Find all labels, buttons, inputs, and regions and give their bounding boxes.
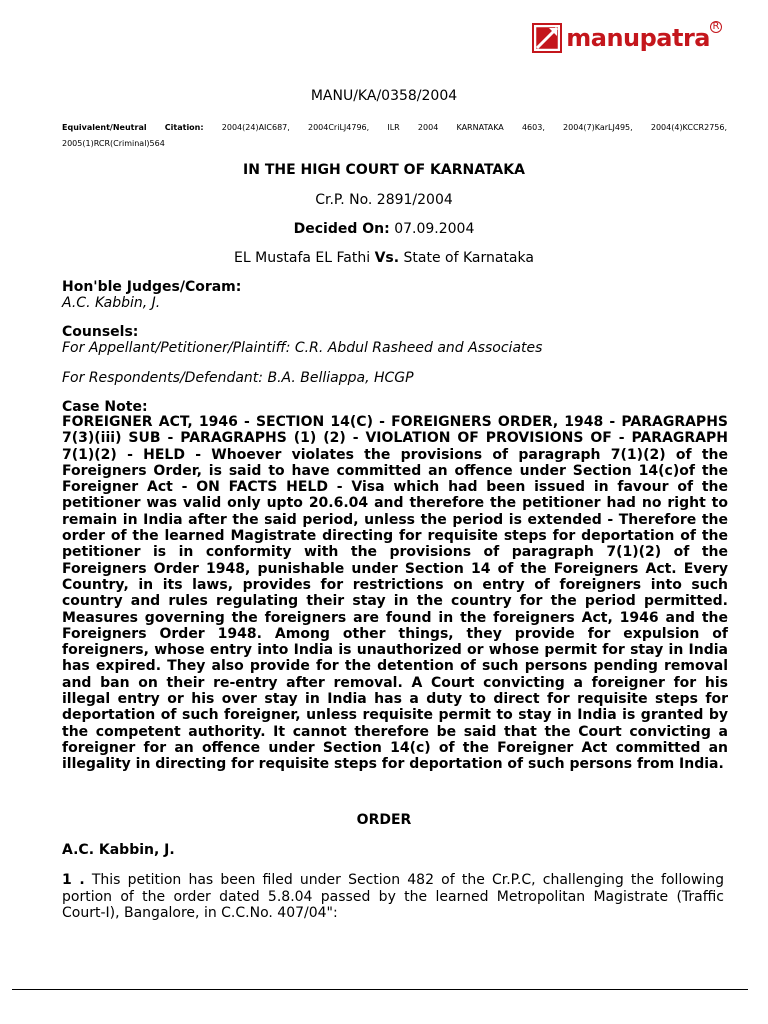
citation-label-2: Citation: <box>164 123 204 132</box>
registered-mark: R <box>710 21 722 33</box>
paragraph-text: This petition has been filed under Section 482 of the Cr.P.C, challenging the following portion of the order dated 5.8.04 passed by the learned Metropolitan Magistrate (Traffic Court-I), Bangalore, in C.C.No. 407/04": <box>62 872 724 921</box>
order-judge: A.C. Kabbin, J. <box>62 842 175 858</box>
case-note-heading: Case Note: <box>62 399 148 415</box>
manupatra-logo-icon <box>532 23 562 53</box>
order-paragraph-1 <box>62 872 724 922</box>
footer-divider <box>12 989 748 990</box>
logo-wordmark: manupatra <box>566 24 710 52</box>
versus-label: Vs. <box>374 250 400 266</box>
judges-heading: Hon'ble Judges/Coram: <box>62 279 242 295</box>
manu-citation-id: MANU/KA/0358/2004 <box>310 88 458 104</box>
court-name: IN THE HIGH COURT OF KARNATAKA <box>243 162 525 178</box>
paragraph-number: 1 . <box>62 872 85 888</box>
party-respondent: State of Karnataka <box>403 250 534 266</box>
counsel-respondent: For Respondents/Defendant: B.A. Belliappa, HCGP <box>62 370 414 386</box>
party-petitioner: EL Mustafa EL Fathi <box>234 250 371 266</box>
citation-text: 2004(24)AIC687, 2004CriLJ4796, ILR 2004 KARNATAKA 4603, 2004(7)KarLJ495, 2004(4)KCCR2756, 2005(1)RCR(Criminal)564 <box>62 123 728 148</box>
counsels-heading: Counsels: <box>62 324 139 340</box>
citation-label: Equivalent/Neutral <box>62 123 147 132</box>
order-heading: ORDER <box>356 812 412 828</box>
counsel-appellant: For Appellant/Petitioner/Plaintiff: C.R. Abdul Rasheed and Associates <box>62 340 543 356</box>
decided-date: 07.09.2004 <box>394 221 475 237</box>
case-parties <box>0 250 768 266</box>
judges-value: A.C. Kabbin, J. <box>62 295 161 311</box>
equivalent-citation <box>62 120 727 152</box>
decided-label: Decided On: <box>293 221 390 237</box>
manupatra-logo <box>532 21 720 53</box>
case-note-text: FOREIGNER ACT, 1946 - SECTION 14(C) - FOREIGNERS ORDER, 1948 - PARAGRAPHS 7(3)(iii) SUB - PARAGRAPHS (1) (2) - VIOLATION OF PROVISIONS OF - PARAGRAPH 7(1)(2) - HELD - Whoever violates the provisions of paragraph 7(1)(2) of the Foreigners Order, is said to have committed an offence under Section 14(c)of the Foreigner Act - ON FACTS HELD - Visa which had been issued in favour of the petitioner was valid only upto 20.6.04 and therefore the petitioner had no right to remain in India after the said period, unless the period is extended - Therefore the order of the learned Magistrate directing for requisite steps for deportation of the petitioner is in conformity with the provisions of paragraph 7(1)(2) of the Foreigners Order 1948, punishable under Section 14 of the Foreigners Act. Every Country, in its laws, provides for restrictions on entry of foreigners into such country and rules regulating their stay in the country for the period permitted. Measures governing the foreigners are found in the foreigners Act, 1946 and the Foreigners Order 1948. Among other things, they provide for expulsion of foreigners, whose entry into India is unauthorized or whose permit for stay in India has expired. They also provide for the detention of such persons pending removal and ban on their re-entry after removal. A Court convicting a foreigner for his illegal entry or his over stay in India has a duty to direct for requisite steps for deportation of such foreigner, unless requisite permit to stay in India is granted by the competent authority. It cannot therefore be said that the Court convicting a foreigner for an offence under Section 14(c) of the Foreigner Act committed an illegality in directing for requisite steps for deportation of such persons from India. <box>62 414 728 773</box>
case-number: Cr.P. No. 2891/2004 <box>315 192 453 208</box>
decided-on <box>0 221 768 237</box>
case-note <box>62 414 752 806</box>
